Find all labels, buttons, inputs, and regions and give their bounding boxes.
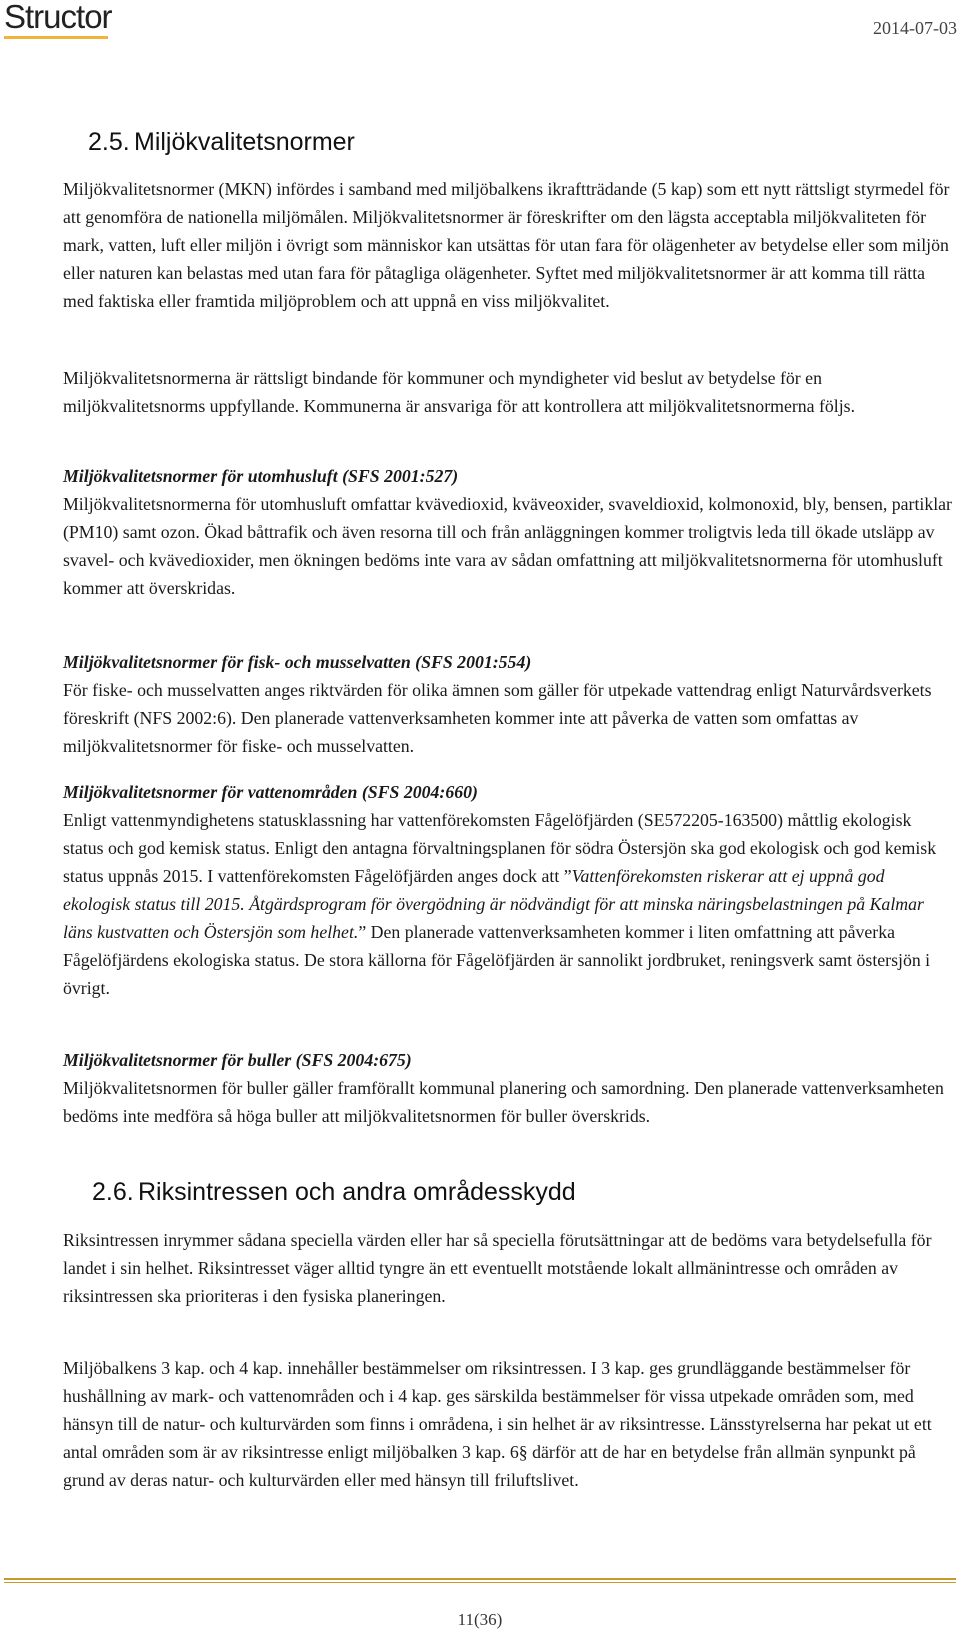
paragraph-vattenomraden [63, 806, 956, 1002]
logo-underline [4, 36, 108, 39]
page-number: 11(36) [457, 1610, 503, 1629]
subheading-utomhusluft: Miljökvalitetsnormer för utomhusluft (SFS 2001:527) [63, 466, 459, 486]
paragraph-buller: Miljökvalitetsnormen för buller gäller framförallt kommunal planering och samordning. Den planerade vattenverksamheten bedöms inte medföra så höga buller att miljökvalitetsnormen för buller överskrids. [63, 1078, 944, 1126]
section-heading-2-5 [88, 128, 355, 157]
footer-divider-thin [4, 1582, 956, 1583]
vattenomraden-quote: Vattenförekomsten riskerar att ej uppnå god ekologisk status till 2015. Åtgärdsprogram för övergödning är nödvändigt för att minska näringsbelastningen på Kalmar läns kustvatten och Östersjön som helhet. [63, 866, 924, 942]
vattenomraden-text-a: Enligt vattenmyndighetens statusklassning har vattenförekomsten Fågelöfjärden (SE572205-163500) måttlig ekologisk status och god kemisk status. Enligt den antagna förvaltningsplanen för södra Östersjön ska god ekologisk och god kemisk status uppnås 2015. I vattenförekomsten Fågelöfjärden anges dock att ” [63, 810, 937, 886]
header-date: 2014-07-03 [873, 18, 957, 38]
subheading-vattenomraden: Miljökvalitetsnormer för vattenområden (SFS 2004:660) [63, 782, 478, 802]
paragraph-riksintressen-intro: Riksintressen inrymmer sådana speciella värden eller har så speciella förutsättningar att de bedöms vara betydelsefulla för landet i sin helhet. Riksintresset väger alltid tyngre än ett eventuellt motstående lokalt allmänintresse och områden av riksintressen ska prioriteras i den fysiska planeringen. [63, 1230, 932, 1306]
section-number: 2.6. [92, 1178, 134, 1206]
footer-divider [4, 1578, 956, 1580]
paragraph-fiskvatten: För fiske- och musselvatten anges riktvärden för olika ämnen som gäller för utpekade vattendrag enligt Naturvårdsverkets föreskrift (NFS 2002:6). Den planerade vattenverksamheten kommer inte att påverka de vatten som omfattas av miljökvalitetsnormer för fiske- och musselvatten. [63, 680, 932, 756]
paragraph-mkn-intro: Miljökvalitetsnormer (MKN) infördes i samband med miljöbalkens ikraftträdande (5 kap) som ett nytt rättsligt styrmedel för att genomföra de nationella miljömålen. Miljökvalitetsnormer är föreskrifter om den lägsta acceptabla miljökvaliteten för mark, vatten, luft eller miljön i övrigt som människor kan utsättas för utan fara för olägenheter av betydelse eller som miljön eller naturen kan belastas med utan fara för påtagliga olägenheter. Syftet med miljökvalitetsnormer är att komma till rätta med faktiska eller framtida miljöproblem och att uppnå en viss miljökvalitet. [63, 179, 950, 311]
subheading-fiskvatten: Miljökvalitetsnormer för fisk- och musselvatten (SFS 2001:554) [63, 652, 532, 672]
section-heading-2-6 [92, 1178, 576, 1207]
paragraph-riksintressen-miljobalken: Miljöbalkens 3 kap. och 4 kap. innehåller bestämmelser om riksintressen. I 3 kap. ges grundläggande bestämmelser för hushållning av mark- och vattenområden och i 4 kap. ges särskilda bestämmelser för vissa utpekade områden som, med hänsyn till de natur- och kulturvärden som finns i områdena, i sin helhet är av riksintresse. Länsstyrelserna har pekat ut ett antal områden som är av riksintresse enligt miljöbalken 3 kap. 6§ därför att de har en betydelse från allmän synpunkt på grund av deras natur- och kulturvärden eller med hänsyn till friluftslivet. [63, 1358, 932, 1490]
section-number: 2.5. [88, 128, 130, 156]
subheading-buller: Miljökvalitetsnormer för buller (SFS 2004:675) [63, 1050, 412, 1070]
paragraph-utomhusluft: Miljökvalitetsnormerna för utomhusluft omfattar kvävedioxid, kväveoxider, svaveldioxid, kolmonoxid, bly, bensen, partiklar (PM10) samt ozon. Ökad båttrafik och även resorna till och från anläggningen kommer troligtvis leda till ökade utsläpp av svavel- och kvävedioxider, men ökningen bedöms inte vara av sådan omfattning att miljökvalitetsnormerna för utomhusluft kommer att överskridas. [63, 494, 952, 598]
structor-logo: Structor [4, 0, 112, 35]
section-title: Riksintressen och andra områdesskydd [138, 1178, 576, 1206]
section-title: Miljökvalitetsnormer [134, 128, 355, 156]
vattenomraden-text-b: ” Den planerade vattenverksamheten kommer i liten omfattning att påverka Fågelöfjärdens ekologiska status. De stora källorna för Fågelöfjärden är sannolikt jordbruket, reningsverk samt östersjön i övrigt. [63, 922, 931, 998]
paragraph-mkn-binding: Miljökvalitetsnormerna är rättsligt bindande för kommuner och myndigheter vid beslut av betydelse för en miljökvalitetsnorms uppfyllande. Kommunerna är ansvariga för att kontrollera att miljökvalitetsnormerna följs. [63, 368, 856, 416]
